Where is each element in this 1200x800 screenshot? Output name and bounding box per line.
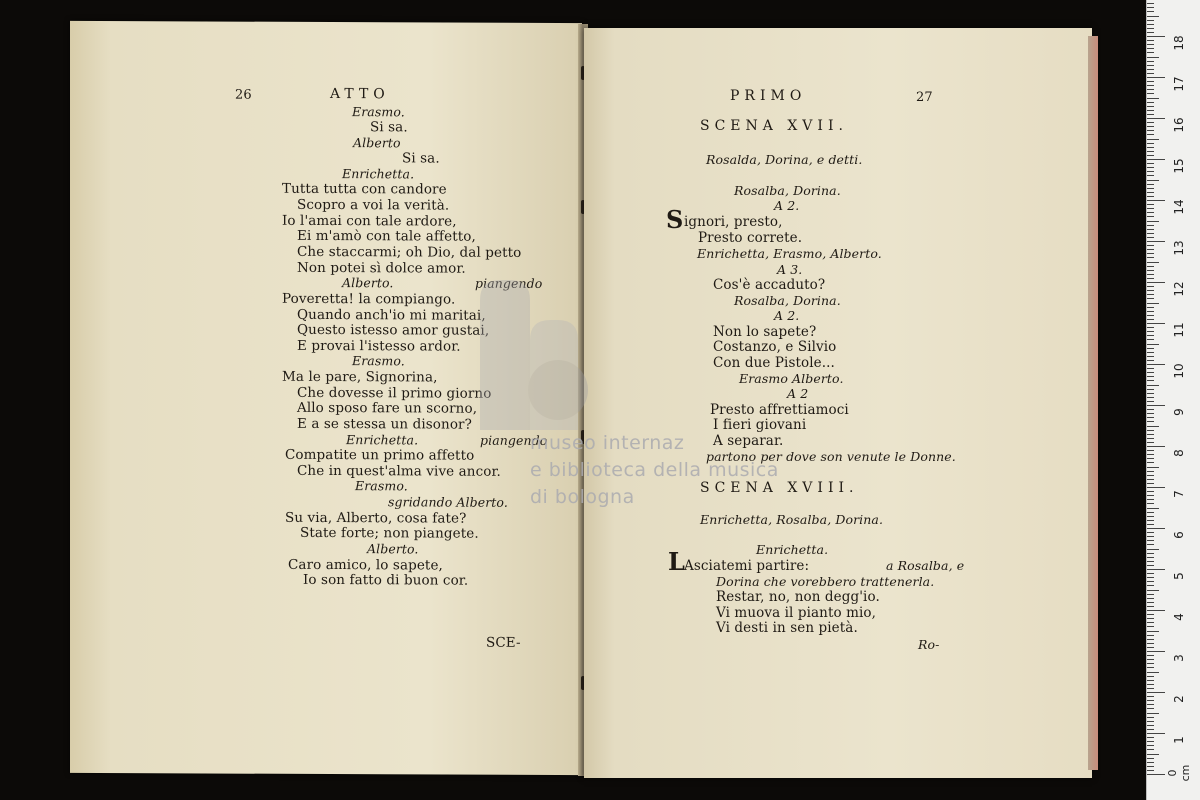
ruler-tick bbox=[1147, 48, 1154, 49]
ruler-tick bbox=[1147, 536, 1154, 537]
ruler-tick bbox=[1147, 344, 1159, 345]
ruler-tick bbox=[1147, 672, 1159, 673]
speaker-label: Rosalba, Dorina. bbox=[734, 293, 841, 308]
ruler-tick bbox=[1147, 573, 1154, 574]
ruler-tick bbox=[1147, 741, 1154, 742]
ruler-tick bbox=[1147, 495, 1154, 496]
speaker-label: A 3. bbox=[777, 262, 803, 277]
ruler-label: 1 bbox=[1172, 736, 1186, 744]
drop-cap: S bbox=[666, 205, 684, 234]
verse-line: Costanzo, e Silvio bbox=[713, 339, 837, 355]
ruler-tick bbox=[1147, 339, 1154, 340]
ruler-label: 5 bbox=[1172, 572, 1186, 580]
ruler-tick bbox=[1147, 442, 1154, 443]
ruler-tick bbox=[1147, 577, 1154, 578]
ruler-tick bbox=[1147, 667, 1154, 668]
ruler-tick bbox=[1147, 286, 1154, 287]
ruler-tick bbox=[1147, 622, 1154, 623]
drop-cap: L bbox=[668, 547, 685, 576]
ruler-tick bbox=[1147, 233, 1154, 234]
ruler-tick bbox=[1147, 352, 1154, 353]
ruler-tick bbox=[1147, 180, 1159, 181]
ruler-tick bbox=[1147, 32, 1154, 33]
speaker-label: Alberto. bbox=[367, 541, 419, 557]
ruler-tick bbox=[1147, 274, 1154, 275]
ruler-tick bbox=[1147, 696, 1154, 697]
ruler-tick bbox=[1147, 122, 1154, 123]
verse-line: A separar. bbox=[713, 433, 784, 449]
ruler-label: 17 bbox=[1172, 76, 1186, 92]
ruler-tick bbox=[1147, 397, 1154, 398]
ruler-label: 6 bbox=[1172, 531, 1186, 539]
ruler-tick bbox=[1147, 762, 1154, 763]
verse-line: Scopro a voi la verità. bbox=[297, 196, 450, 214]
ruler-label: 3 bbox=[1172, 654, 1186, 662]
ruler-tick bbox=[1147, 565, 1154, 566]
speaker-label: Enrichetta, Erasmo, Alberto. bbox=[697, 246, 882, 261]
ruler-tick bbox=[1147, 110, 1154, 111]
ruler-tick bbox=[1147, 581, 1154, 582]
ruler-label: 2 bbox=[1172, 695, 1186, 703]
stage-direction: a Rosalba, e bbox=[886, 558, 965, 573]
ruler-tick bbox=[1147, 684, 1154, 685]
verse-line: Si sa. bbox=[370, 119, 408, 136]
right-page bbox=[584, 28, 1092, 778]
ruler-tick bbox=[1147, 98, 1159, 99]
ruler-tick bbox=[1147, 401, 1154, 402]
ruler-tick bbox=[1147, 614, 1154, 615]
ruler-tick bbox=[1147, 540, 1154, 541]
ruler-tick bbox=[1147, 196, 1154, 197]
verse-line: Si sa. bbox=[402, 150, 440, 167]
ruler-tick bbox=[1147, 717, 1154, 718]
ruler-tick bbox=[1147, 503, 1154, 504]
ruler-label: 7 bbox=[1172, 490, 1186, 498]
ruler-tick bbox=[1147, 245, 1154, 246]
ruler-tick bbox=[1147, 372, 1154, 373]
ruler-tick bbox=[1147, 130, 1154, 131]
ruler-tick bbox=[1147, 212, 1154, 213]
ruler-tick bbox=[1147, 647, 1154, 648]
ruler-tick bbox=[1147, 413, 1154, 414]
ruler-tick bbox=[1147, 69, 1154, 70]
ruler-tick bbox=[1147, 225, 1154, 226]
ruler-tick bbox=[1147, 458, 1154, 459]
ruler-tick bbox=[1147, 524, 1154, 525]
ruler-tick bbox=[1147, 438, 1154, 439]
ruler-tick bbox=[1147, 20, 1154, 21]
ruler-tick bbox=[1147, 561, 1154, 562]
ruler-tick bbox=[1147, 774, 1165, 775]
ruler-tick bbox=[1147, 81, 1154, 82]
verse-line: Con due Pistole... bbox=[713, 355, 835, 371]
ruler-tick bbox=[1147, 307, 1154, 308]
ruler-label: 12 bbox=[1172, 281, 1186, 297]
ruler-tick bbox=[1147, 175, 1154, 176]
ruler-tick bbox=[1147, 688, 1154, 689]
ruler-tick bbox=[1147, 282, 1165, 283]
ruler-tick bbox=[1147, 147, 1154, 148]
verse-line: Non potei sì dolce amor. bbox=[297, 259, 466, 277]
ruler-tick bbox=[1147, 426, 1159, 427]
ruler-tick bbox=[1147, 93, 1154, 94]
verse-line: Quando anch'io mi maritai, bbox=[297, 306, 486, 324]
ruler-tick bbox=[1147, 143, 1154, 144]
ruler-tick bbox=[1147, 65, 1154, 66]
ruler-tick bbox=[1147, 475, 1154, 476]
ruler-tick bbox=[1147, 544, 1154, 545]
ruler-tick bbox=[1147, 216, 1154, 217]
verse-line: Tutta tutta con candore bbox=[282, 180, 447, 198]
ruler-tick bbox=[1147, 167, 1154, 168]
ruler-tick bbox=[1147, 598, 1154, 599]
verse-line: Ei m'amò con tale affetto, bbox=[297, 227, 476, 245]
verse-line: Non lo sapete? bbox=[713, 324, 817, 340]
ruler-tick bbox=[1147, 467, 1159, 468]
verse-line: Compatite un primo affetto bbox=[285, 446, 475, 464]
speaker-label: Erasmo Alberto. bbox=[739, 371, 844, 386]
ruler-tick bbox=[1147, 421, 1154, 422]
ruler-tick bbox=[1147, 266, 1154, 267]
ruler-tick bbox=[1147, 454, 1154, 455]
ruler-tick bbox=[1147, 585, 1154, 586]
stage-direction: partono per dove son venute le Donne. bbox=[706, 449, 956, 464]
ruler-tick bbox=[1147, 315, 1154, 316]
ruler-label: 8 bbox=[1172, 449, 1186, 457]
ruler-tick bbox=[1147, 700, 1154, 701]
ruler-tick bbox=[1147, 590, 1159, 591]
ruler-tick bbox=[1147, 52, 1154, 53]
ruler-tick bbox=[1147, 659, 1154, 660]
ruler-tick bbox=[1147, 434, 1154, 435]
ruler-tick bbox=[1147, 450, 1154, 451]
ruler-tick bbox=[1147, 516, 1154, 517]
speaker-label: Enrichetta. bbox=[756, 542, 829, 557]
speaker-label: Erasmo. bbox=[352, 353, 405, 369]
ruler-tick bbox=[1147, 745, 1154, 746]
verse-line: Presto affrettiamoci bbox=[710, 402, 849, 418]
verse-line: Vi muova il pianto mio, bbox=[716, 605, 877, 621]
ruler-tick bbox=[1147, 754, 1159, 755]
speaker-label: Alberto bbox=[353, 135, 401, 151]
ruler-tick bbox=[1147, 557, 1154, 558]
left-page-number: 26 bbox=[235, 87, 252, 103]
ruler-tick bbox=[1147, 610, 1165, 611]
ruler-tick bbox=[1147, 618, 1154, 619]
ruler-tick bbox=[1147, 126, 1154, 127]
ruler-tick bbox=[1147, 737, 1154, 738]
ruler-label: 14 bbox=[1172, 199, 1186, 215]
ruler-unit-label: 0 cm bbox=[1166, 764, 1192, 782]
speaker-label: Enrichetta. bbox=[342, 166, 415, 182]
speaker-label: A 2. bbox=[774, 308, 800, 323]
verse-line: Allo sposo fare un scorno, bbox=[297, 399, 478, 417]
ruler-label: 10 bbox=[1172, 363, 1186, 379]
ruler-tick bbox=[1147, 200, 1165, 201]
verse-line: Che in quest'alma vive ancor. bbox=[297, 462, 501, 480]
ruler-tick bbox=[1147, 594, 1154, 595]
verse-line: ignori, presto, bbox=[684, 214, 783, 230]
ruler-tick bbox=[1147, 725, 1154, 726]
ruler-tick bbox=[1147, 380, 1154, 381]
speaker-label: Alberto. bbox=[342, 275, 394, 291]
ruler-tick bbox=[1147, 294, 1154, 295]
ruler-tick bbox=[1147, 163, 1154, 164]
ruler-tick bbox=[1147, 766, 1154, 767]
ruler-tick bbox=[1147, 151, 1154, 152]
stage-direction: piangendo bbox=[475, 275, 543, 291]
ruler-tick bbox=[1147, 155, 1154, 156]
ruler-label: 18 bbox=[1172, 35, 1186, 51]
verse-line: Asciatemi partire: bbox=[684, 558, 810, 574]
ruler-tick bbox=[1147, 335, 1154, 336]
verse-line: E provai l'istesso ardor. bbox=[297, 337, 461, 355]
verse-line: Che staccarmi; oh Dio, dal petto bbox=[297, 243, 522, 261]
verse-line: Che dovesse il primo giorno bbox=[297, 384, 492, 402]
ruler-tick bbox=[1147, 532, 1154, 533]
ruler-tick bbox=[1147, 356, 1154, 357]
ruler-tick bbox=[1147, 729, 1154, 730]
ruler-tick bbox=[1147, 360, 1154, 361]
ruler-tick bbox=[1147, 651, 1165, 652]
ruler-tick bbox=[1147, 36, 1165, 37]
ruler-tick bbox=[1147, 483, 1154, 484]
ruler-tick bbox=[1147, 24, 1154, 25]
ruler-tick bbox=[1147, 331, 1154, 332]
ruler-tick bbox=[1147, 319, 1154, 320]
right-page-number: 27 bbox=[916, 90, 933, 105]
cast-line: Rosalda, Dorina, e detti. bbox=[706, 152, 863, 167]
ruler-tick bbox=[1147, 758, 1154, 759]
ruler-tick bbox=[1147, 208, 1154, 209]
ruler-tick bbox=[1147, 102, 1154, 103]
verse-line: Io l'amai con tale ardore, bbox=[282, 212, 457, 230]
cover-edge bbox=[1088, 36, 1098, 770]
ruler-tick bbox=[1147, 171, 1154, 172]
ruler-tick bbox=[1147, 553, 1154, 554]
ruler-tick bbox=[1147, 348, 1154, 349]
ruler-tick bbox=[1147, 61, 1154, 62]
left-catchword: SCE- bbox=[486, 634, 521, 651]
ruler-tick bbox=[1147, 16, 1159, 17]
ruler-tick bbox=[1147, 692, 1165, 693]
speaker-label: A 2 bbox=[787, 386, 809, 401]
ruler-tick bbox=[1147, 606, 1154, 607]
right-running-title: PRIMO bbox=[730, 88, 807, 104]
watermark-text-line-1: museo internaz bbox=[530, 432, 685, 454]
ruler-tick bbox=[1147, 733, 1165, 734]
ruler-tick bbox=[1147, 85, 1154, 86]
verse-line: Vi desti in sen pietà. bbox=[716, 620, 858, 636]
ruler-tick bbox=[1147, 77, 1165, 78]
ruler-tick bbox=[1147, 499, 1154, 500]
ruler-tick bbox=[1147, 704, 1154, 705]
ruler-tick bbox=[1147, 257, 1154, 258]
stage-direction: piangendo bbox=[480, 432, 548, 448]
ruler-tick bbox=[1147, 3, 1154, 4]
ruler-tick bbox=[1147, 708, 1154, 709]
ruler-tick bbox=[1147, 323, 1165, 324]
ruler-tick bbox=[1147, 676, 1154, 677]
speaker-label: A 2. bbox=[774, 198, 800, 213]
ruler-tick bbox=[1147, 417, 1154, 418]
ruler-label: 13 bbox=[1172, 240, 1186, 256]
ruler-tick bbox=[1147, 270, 1154, 271]
ruler-tick bbox=[1147, 462, 1154, 463]
measurement-ruler bbox=[1146, 0, 1200, 800]
stage-direction: sgridando Alberto. bbox=[388, 494, 508, 510]
ruler-tick bbox=[1147, 479, 1154, 480]
ruler-tick bbox=[1147, 192, 1154, 193]
ruler-tick bbox=[1147, 278, 1154, 279]
ruler-tick bbox=[1147, 106, 1154, 107]
ruler-tick bbox=[1147, 253, 1154, 254]
verse-line: Presto correte. bbox=[698, 230, 803, 246]
verse-line: Poveretta! la compiango. bbox=[282, 290, 456, 308]
ruler-tick bbox=[1147, 28, 1154, 29]
scene-heading: SCENA XVII. bbox=[700, 118, 848, 134]
ruler-tick bbox=[1147, 680, 1154, 681]
speaker-label: Erasmo. bbox=[355, 478, 408, 494]
speaker-label: Erasmo. bbox=[352, 104, 405, 120]
ruler-tick bbox=[1147, 327, 1154, 328]
ruler-tick bbox=[1147, 430, 1154, 431]
ruler-tick bbox=[1147, 188, 1154, 189]
ruler-tick bbox=[1147, 721, 1154, 722]
ruler-tick bbox=[1147, 89, 1154, 90]
ruler-tick bbox=[1147, 626, 1154, 627]
left-page bbox=[70, 21, 582, 775]
ruler-tick bbox=[1147, 631, 1159, 632]
ruler-tick bbox=[1147, 114, 1154, 115]
ruler-tick bbox=[1147, 311, 1154, 312]
verse-line: Ma le pare, Signorina, bbox=[282, 368, 438, 386]
ruler-tick bbox=[1147, 770, 1154, 771]
ruler-tick bbox=[1147, 512, 1154, 513]
verse-line: State forte; non piangete. bbox=[300, 524, 479, 542]
ruler-tick bbox=[1147, 602, 1154, 603]
ruler-tick bbox=[1147, 249, 1154, 250]
ruler-tick bbox=[1147, 713, 1159, 714]
ruler-tick bbox=[1147, 204, 1154, 205]
ruler-tick bbox=[1147, 635, 1154, 636]
speaker-label: Rosalba, Dorina. bbox=[734, 183, 841, 198]
ruler-tick bbox=[1147, 262, 1159, 263]
ruler-tick bbox=[1147, 298, 1154, 299]
ruler-tick bbox=[1147, 11, 1154, 12]
ruler-label: 16 bbox=[1172, 117, 1186, 133]
verse-line: Su via, Alberto, cosa fate? bbox=[285, 509, 467, 527]
ruler-tick bbox=[1147, 471, 1154, 472]
ruler-label: 15 bbox=[1172, 158, 1186, 174]
ruler-tick bbox=[1147, 118, 1165, 119]
ruler-label: 9 bbox=[1172, 408, 1186, 416]
stage-direction: Dorina che vorebbero trattenerla. bbox=[716, 574, 935, 589]
ruler-tick bbox=[1147, 528, 1165, 529]
watermark-text-line-2: e biblioteca della musica bbox=[530, 459, 779, 481]
ruler-tick bbox=[1147, 139, 1159, 140]
ruler-tick bbox=[1147, 385, 1159, 386]
ruler-tick bbox=[1147, 7, 1154, 8]
ruler-tick bbox=[1147, 159, 1165, 160]
ruler-tick bbox=[1147, 241, 1165, 242]
ruler-tick bbox=[1147, 364, 1165, 365]
ruler-tick bbox=[1147, 290, 1154, 291]
ruler-tick bbox=[1147, 229, 1154, 230]
ruler-tick bbox=[1147, 655, 1154, 656]
ruler-tick bbox=[1147, 487, 1165, 488]
ruler-tick bbox=[1147, 663, 1154, 664]
verse-line: Io son fatto di buon cor. bbox=[303, 571, 469, 589]
ruler-tick bbox=[1147, 368, 1154, 369]
verse-line: I fieri giovani bbox=[713, 417, 807, 433]
ruler-tick bbox=[1147, 409, 1154, 410]
ruler-tick bbox=[1147, 520, 1154, 521]
ruler-tick bbox=[1147, 405, 1165, 406]
ruler-tick bbox=[1147, 237, 1154, 238]
ruler-tick bbox=[1147, 57, 1159, 58]
ruler-tick bbox=[1147, 508, 1159, 509]
ruler-tick bbox=[1147, 376, 1154, 377]
ruler-tick bbox=[1147, 221, 1159, 222]
ruler-tick bbox=[1147, 303, 1159, 304]
watermark-text-line-3: di bologna bbox=[530, 486, 635, 508]
verse-line: E a se stessa un disonor? bbox=[297, 415, 472, 433]
ruler-tick bbox=[1147, 643, 1154, 644]
ruler-tick bbox=[1147, 639, 1154, 640]
verse-line: Cos'è accaduto? bbox=[713, 277, 826, 293]
speaker-label: Enrichetta. bbox=[346, 432, 419, 448]
ruler-tick bbox=[1147, 184, 1154, 185]
verse-line: Restar, no, non degg'io. bbox=[716, 589, 880, 605]
ruler-tick bbox=[1147, 393, 1154, 394]
left-running-title: ATTO bbox=[330, 86, 390, 103]
verse-line: Questo istesso amor gustai, bbox=[297, 321, 490, 339]
ruler-tick bbox=[1147, 73, 1154, 74]
ruler-tick bbox=[1147, 44, 1154, 45]
ruler-tick bbox=[1147, 389, 1154, 390]
ruler-tick bbox=[1147, 749, 1154, 750]
ruler-label: 11 bbox=[1172, 322, 1186, 338]
ruler-tick bbox=[1147, 491, 1154, 492]
ruler-tick bbox=[1147, 134, 1154, 135]
ruler-tick bbox=[1147, 549, 1159, 550]
ruler-tick bbox=[1147, 446, 1165, 447]
verse-line: Caro amico, lo sapete, bbox=[288, 556, 443, 574]
cast-line: Enrichetta, Rosalba, Dorina. bbox=[700, 512, 884, 527]
scene-heading: SCENA XVIII. bbox=[700, 480, 859, 496]
ruler-label: 4 bbox=[1172, 613, 1186, 621]
right-catchword: Ro- bbox=[918, 637, 940, 652]
ruler-tick bbox=[1147, 40, 1154, 41]
ruler-tick bbox=[1147, 569, 1165, 570]
